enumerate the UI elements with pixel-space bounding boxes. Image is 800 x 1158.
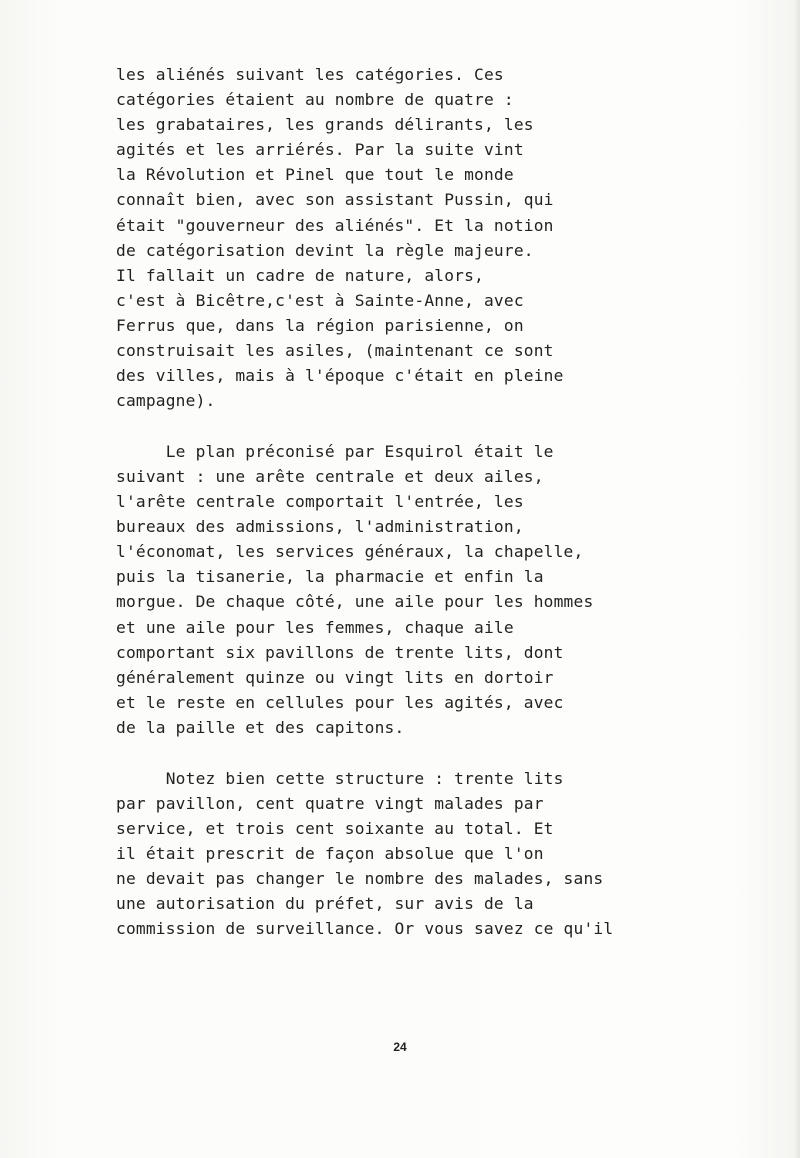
text-line: Ferrus que, dans la région parisienne, on [116, 315, 524, 335]
text-line: une autorisation du préfet, sur avis de la [116, 894, 534, 914]
text-line: construisait les asiles, (maintenant ce sont [116, 341, 554, 361]
text-line: campagne). [116, 391, 216, 411]
paragraph-3 [116, 766, 656, 942]
text-line: comportant six pavillons de trente lits, dont [116, 642, 564, 662]
text-line: suivant : une arête centrale et deux ailes, [116, 467, 544, 486]
text-line: puis la tisanerie, la pharmacie et enfin la [116, 567, 544, 587]
text-line: service, et trois cent soixante au total. Et [116, 818, 554, 838]
text-line: morgue. De chaque côté, une aile pour les hommes [116, 592, 594, 612]
paragraph-2 [116, 439, 656, 740]
paragraph-1 [116, 62, 656, 413]
page-number: 24 [393, 1040, 407, 1054]
text-line: les grabataires, les grands délirants, les [116, 115, 534, 135]
text-line: Il fallait un cadre de nature, alors, [116, 265, 484, 285]
text-line: était "gouverneur des aliénés". Et la notion [116, 215, 554, 235]
paragraph-spacer [116, 740, 656, 766]
text-line: et le reste en cellules pour les agités, avec [116, 692, 564, 712]
text-line: les aliénés suivant les catégories. Ces [116, 65, 504, 84]
text-line: généralement quinze ou vingt lits en dortoir [116, 667, 554, 687]
text-line: l'économat, les services généraux, la chapelle, [116, 542, 584, 562]
text-line: par pavillon, cent quatre vingt malades par [116, 793, 544, 813]
page-edge-shadow [794, 0, 800, 1158]
paragraph-spacer [116, 413, 656, 439]
text-line: c'est à Bicêtre,c'est à Sainte-Anne, avec [116, 290, 524, 310]
text-line: et une aile pour les femmes, chaque aile [116, 617, 514, 637]
text-line: Le plan préconisé par Esquirol était le [116, 441, 554, 461]
text-line: ne devait pas changer le nombre des malades, sans [116, 869, 604, 888]
text-line: Notez bien cette structure : trente lits [116, 768, 564, 788]
text-line: agités et les arriérés. Par la suite vint [116, 140, 524, 160]
text-line: de catégorisation devint la règle majeure. [116, 240, 534, 260]
text-line: l'arête centrale comportait l'entrée, les [116, 492, 524, 512]
text-line: commission de surveillance. Or vous savez ce qu'il [116, 919, 614, 939]
text-line: catégories étaient au nombre de quatre : [116, 90, 514, 110]
text-line: des villes, mais à l'époque c'était en pleine [116, 366, 564, 386]
text-line: il était prescrit de façon absolue que l'on [116, 843, 544, 863]
text-line: la Révolution et Pinel que tout le monde [116, 165, 514, 185]
body-text [116, 62, 656, 941]
text-line: de la paille et des capitons. [116, 717, 405, 737]
text-line: connaît bien, avec son assistant Pussin, qui [116, 190, 554, 210]
text-line: bureaux des admissions, l'administration, [116, 517, 524, 537]
